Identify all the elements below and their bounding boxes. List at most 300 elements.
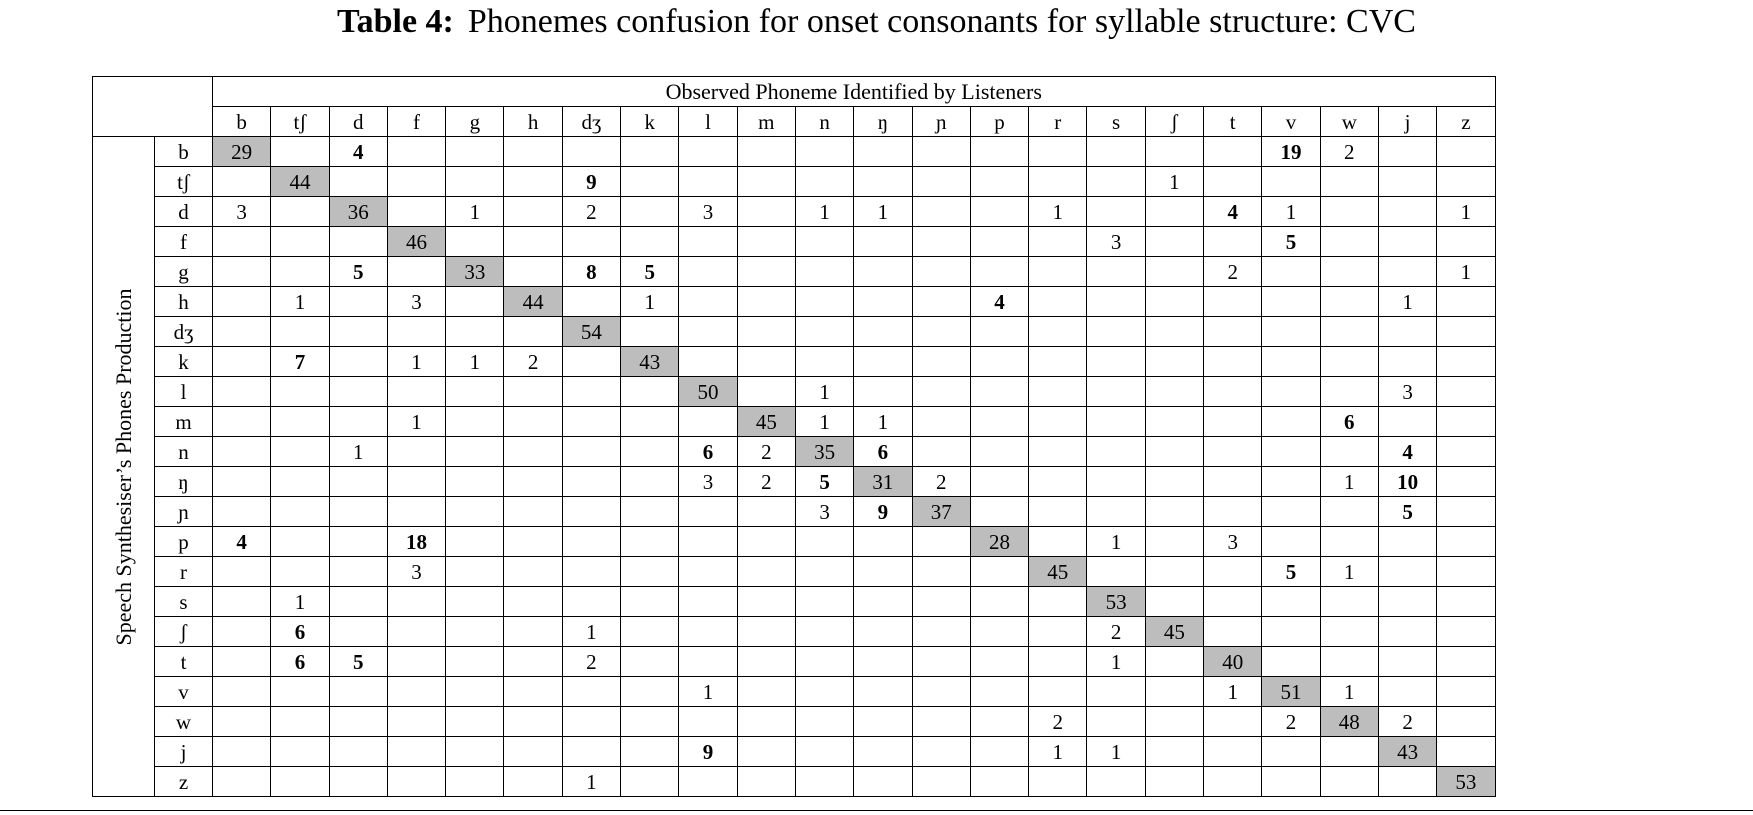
table-row <box>93 767 1496 797</box>
confusion-cell <box>1262 407 1320 437</box>
confusion-cell <box>1029 617 1087 647</box>
confusion-cell <box>1204 347 1262 377</box>
confusion-cell <box>1204 317 1262 347</box>
diagonal-cell: 50 <box>679 377 737 407</box>
confusion-cell: 1 <box>795 407 853 437</box>
confusion-cell <box>1204 497 1262 527</box>
confusion-cell: 4 <box>970 287 1028 317</box>
confusion-cell: 18 <box>387 527 445 557</box>
table-row <box>93 707 1496 737</box>
confusion-cell <box>679 167 737 197</box>
confusion-cell <box>1378 317 1436 347</box>
confusion-cell <box>912 437 970 467</box>
confusion-cell <box>1087 407 1145 437</box>
confusion-cell <box>621 527 679 557</box>
confusion-cell <box>387 257 445 287</box>
confusion-cell: 1 <box>1087 647 1145 677</box>
diagonal-cell: 54 <box>562 317 620 347</box>
row-header-phoneme: p <box>155 527 213 557</box>
confusion-cell <box>387 317 445 347</box>
confusion-cell <box>621 737 679 767</box>
confusion-cell <box>1320 197 1378 227</box>
confusion-cell: 2 <box>1320 137 1378 167</box>
diagonal-cell: 37 <box>912 497 970 527</box>
confusion-cell <box>329 167 387 197</box>
confusion-cell <box>387 677 445 707</box>
confusion-cell <box>737 167 795 197</box>
confusion-cell <box>504 707 562 737</box>
confusion-cell <box>737 707 795 737</box>
row-header-phoneme: g <box>155 257 213 287</box>
confusion-cell <box>446 437 504 467</box>
confusion-cell <box>621 377 679 407</box>
confusion-cell <box>562 287 620 317</box>
confusion-cell <box>329 767 387 797</box>
confusion-cell <box>737 347 795 377</box>
confusion-cell <box>387 167 445 197</box>
confusion-cell <box>737 227 795 257</box>
column-header-phoneme: b <box>213 107 271 137</box>
confusion-cell <box>1087 467 1145 497</box>
confusion-cell <box>446 647 504 677</box>
column-header-phoneme: tʃ <box>271 107 329 137</box>
confusion-cell <box>1437 137 1495 167</box>
confusion-cell <box>329 317 387 347</box>
diagonal-cell: 46 <box>387 227 445 257</box>
column-header-phoneme: r <box>1029 107 1087 137</box>
confusion-cell <box>912 647 970 677</box>
diagonal-cell: 43 <box>1378 737 1436 767</box>
confusion-cell <box>387 467 445 497</box>
confusion-cell <box>271 527 329 557</box>
confusion-cell <box>1320 377 1378 407</box>
confusion-cell <box>1437 647 1495 677</box>
row-header-phoneme: d <box>155 197 213 227</box>
confusion-cell: 5 <box>1262 227 1320 257</box>
confusion-cell <box>621 467 679 497</box>
confusion-cell: 2 <box>562 197 620 227</box>
confusion-cell <box>329 497 387 527</box>
confusion-cell <box>679 227 737 257</box>
confusion-cell: 19 <box>1262 137 1320 167</box>
confusion-cell <box>1087 287 1145 317</box>
confusion-cell: 1 <box>1087 737 1145 767</box>
confusion-cell: 6 <box>271 647 329 677</box>
table-row <box>93 737 1496 767</box>
confusion-cell <box>737 587 795 617</box>
confusion-cell <box>854 527 912 557</box>
confusion-cell <box>562 677 620 707</box>
confusion-cell <box>1437 317 1495 347</box>
confusion-cell <box>737 317 795 347</box>
confusion-cell <box>970 557 1028 587</box>
confusion-cell <box>679 347 737 377</box>
row-header-phoneme: z <box>155 767 213 797</box>
confusion-cell: 1 <box>854 407 912 437</box>
confusion-cell <box>446 287 504 317</box>
confusion-cell: 6 <box>271 617 329 647</box>
confusion-cell <box>504 677 562 707</box>
confusion-cell <box>970 167 1028 197</box>
table-row <box>93 347 1496 377</box>
confusion-cell <box>387 707 445 737</box>
confusion-cell: 1 <box>1087 527 1145 557</box>
confusion-cell <box>1029 287 1087 317</box>
confusion-cell <box>970 707 1028 737</box>
confusion-cell <box>446 677 504 707</box>
confusion-cell <box>970 257 1028 287</box>
confusion-cell <box>387 617 445 647</box>
confusion-cell <box>1029 527 1087 557</box>
confusion-cell <box>271 407 329 437</box>
confusion-cell <box>504 257 562 287</box>
confusion-cell: 3 <box>387 557 445 587</box>
confusion-cell <box>737 197 795 227</box>
confusion-cell <box>795 137 853 167</box>
confusion-cell <box>1087 257 1145 287</box>
confusion-cell <box>1145 377 1203 407</box>
confusion-cell: 1 <box>679 677 737 707</box>
confusion-cell <box>854 617 912 647</box>
confusion-cell <box>1262 767 1320 797</box>
confusion-cell <box>679 647 737 677</box>
confusion-cell <box>1204 137 1262 167</box>
confusion-cell <box>1262 347 1320 377</box>
confusion-cell: 1 <box>446 197 504 227</box>
confusion-cell <box>446 497 504 527</box>
confusion-cell <box>1029 137 1087 167</box>
confusion-cell <box>970 377 1028 407</box>
confusion-cell <box>1145 467 1203 497</box>
confusion-cell <box>1145 677 1203 707</box>
confusion-cell <box>1378 557 1436 587</box>
confusion-cell <box>970 467 1028 497</box>
confusion-cell: 3 <box>1378 377 1436 407</box>
confusion-cell <box>679 617 737 647</box>
confusion-cell <box>329 737 387 767</box>
confusion-cell: 1 <box>562 617 620 647</box>
confusion-cell <box>795 287 853 317</box>
confusion-cell <box>737 137 795 167</box>
confusion-cell: 9 <box>854 497 912 527</box>
column-header-phoneme: s <box>1087 107 1145 137</box>
confusion-cell <box>1204 737 1262 767</box>
confusion-cell: 1 <box>562 767 620 797</box>
confusion-cell <box>1204 407 1262 437</box>
confusion-cell: 3 <box>213 197 271 227</box>
confusion-cell <box>795 227 853 257</box>
confusion-cell <box>1145 227 1203 257</box>
confusion-cell <box>387 377 445 407</box>
confusion-cell: 1 <box>1029 737 1087 767</box>
confusion-cell <box>504 227 562 257</box>
caption-text: Phonemes confusion for onset consonants for syllable structure: CVC <box>467 3 1416 40</box>
confusion-cell: 5 <box>621 257 679 287</box>
confusion-cell <box>446 557 504 587</box>
confusion-cell <box>854 767 912 797</box>
confusion-cell: 9 <box>562 167 620 197</box>
confusion-cell <box>795 677 853 707</box>
confusion-cell <box>795 317 853 347</box>
confusion-cell <box>1087 677 1145 707</box>
confusion-cell <box>1087 437 1145 467</box>
confusion-cell <box>1437 587 1495 617</box>
confusion-cell <box>912 407 970 437</box>
confusion-cell <box>1437 557 1495 587</box>
confusion-cell <box>737 767 795 797</box>
confusion-cell <box>621 317 679 347</box>
bottom-rule <box>0 810 1753 811</box>
confusion-cell <box>912 677 970 707</box>
row-header-phoneme: h <box>155 287 213 317</box>
confusion-cell <box>621 437 679 467</box>
confusion-cell <box>329 527 387 557</box>
confusion-cell <box>329 287 387 317</box>
row-header-phoneme: ʃ <box>155 617 213 647</box>
confusion-cell <box>737 527 795 557</box>
confusion-cell <box>1204 437 1262 467</box>
confusion-cell <box>271 437 329 467</box>
confusion-cell: 2 <box>1262 707 1320 737</box>
confusion-cell <box>271 137 329 167</box>
confusion-cell <box>621 677 679 707</box>
confusion-cell <box>970 227 1028 257</box>
confusion-cell <box>854 377 912 407</box>
confusion-cell <box>1437 407 1495 437</box>
table-row <box>93 437 1496 467</box>
confusion-cell <box>912 587 970 617</box>
confusion-cell <box>912 197 970 227</box>
diagonal-cell: 35 <box>795 437 853 467</box>
confusion-cell <box>213 347 271 377</box>
table-row <box>93 617 1496 647</box>
confusion-cell: 5 <box>329 647 387 677</box>
confusion-cell <box>795 737 853 767</box>
confusion-cell <box>1378 677 1436 707</box>
confusion-cell <box>912 617 970 647</box>
confusion-cell <box>854 287 912 317</box>
confusion-cell <box>679 527 737 557</box>
confusion-cell <box>679 497 737 527</box>
confusion-cell: 4 <box>1204 197 1262 227</box>
confusion-cell <box>271 197 329 227</box>
confusion-cell <box>795 587 853 617</box>
confusion-cell <box>446 317 504 347</box>
confusion-cell <box>854 137 912 167</box>
confusion-cell <box>1262 257 1320 287</box>
confusion-cell <box>387 587 445 617</box>
row-header-phoneme: l <box>155 377 213 407</box>
confusion-table <box>92 76 1496 797</box>
row-header-phoneme: n <box>155 437 213 467</box>
confusion-cell <box>271 377 329 407</box>
diagonal-cell: 53 <box>1437 767 1495 797</box>
confusion-cell <box>1204 617 1262 647</box>
confusion-cell <box>213 167 271 197</box>
row-header-phoneme: j <box>155 737 213 767</box>
confusion-cell <box>329 347 387 377</box>
confusion-cell: 1 <box>1320 557 1378 587</box>
diagonal-cell: 40 <box>1204 647 1262 677</box>
confusion-cell <box>1320 347 1378 377</box>
confusion-cell: 1 <box>271 287 329 317</box>
confusion-cell <box>562 497 620 527</box>
speech-synthesiser-axis-label: Speech Synthesiser’s Phones Production <box>110 287 136 646</box>
table-row <box>93 497 1496 527</box>
row-header-phoneme: ŋ <box>155 467 213 497</box>
confusion-cell <box>213 227 271 257</box>
confusion-cell <box>912 317 970 347</box>
confusion-cell <box>562 227 620 257</box>
confusion-cell <box>1029 167 1087 197</box>
confusion-cell: 2 <box>504 347 562 377</box>
confusion-cell: 2 <box>737 467 795 497</box>
confusion-cell <box>1437 677 1495 707</box>
confusion-cell <box>1087 347 1145 377</box>
confusion-cell <box>854 707 912 737</box>
confusion-cell <box>271 737 329 767</box>
confusion-cell <box>1437 527 1495 557</box>
confusion-cell <box>1437 167 1495 197</box>
confusion-cell <box>504 137 562 167</box>
confusion-cell: 4 <box>1378 437 1436 467</box>
confusion-cell <box>1437 467 1495 497</box>
confusion-cell <box>854 227 912 257</box>
column-header-phoneme: m <box>737 107 795 137</box>
confusion-cell <box>1437 707 1495 737</box>
confusion-cell <box>1087 197 1145 227</box>
confusion-cell <box>213 677 271 707</box>
confusion-cell <box>213 407 271 437</box>
row-header-phoneme: dʒ <box>155 317 213 347</box>
confusion-cell <box>271 257 329 287</box>
row-header-phoneme: k <box>155 347 213 377</box>
confusion-cell <box>1029 647 1087 677</box>
confusion-cell: 2 <box>1029 707 1087 737</box>
confusion-cell <box>1204 587 1262 617</box>
confusion-cell <box>446 167 504 197</box>
confusion-cell <box>504 767 562 797</box>
confusion-cell <box>1145 197 1203 227</box>
confusion-cell <box>1204 707 1262 737</box>
confusion-cell <box>1378 767 1436 797</box>
confusion-cell <box>213 467 271 497</box>
confusion-cell <box>1437 377 1495 407</box>
confusion-cell <box>1029 257 1087 287</box>
confusion-cell <box>329 377 387 407</box>
confusion-cell <box>621 167 679 197</box>
confusion-cell <box>1437 437 1495 467</box>
confusion-cell <box>213 437 271 467</box>
confusion-cell: 5 <box>795 467 853 497</box>
confusion-cell <box>912 227 970 257</box>
confusion-cell <box>562 467 620 497</box>
confusion-cell <box>271 557 329 587</box>
confusion-cell: 1 <box>1204 677 1262 707</box>
diagonal-cell: 29 <box>213 137 271 167</box>
confusion-cell <box>1378 167 1436 197</box>
confusion-cell <box>737 257 795 287</box>
confusion-cell <box>679 557 737 587</box>
confusion-cell <box>1029 317 1087 347</box>
confusion-cell <box>1029 227 1087 257</box>
confusion-cell <box>970 737 1028 767</box>
table-caption <box>0 0 1753 42</box>
confusion-cell <box>1320 287 1378 317</box>
confusion-cell <box>1437 737 1495 767</box>
row-header-phoneme: f <box>155 227 213 257</box>
confusion-cell <box>446 617 504 647</box>
confusion-cell: 9 <box>679 737 737 767</box>
column-header-phoneme: z <box>1437 107 1495 137</box>
confusion-cell <box>213 497 271 527</box>
confusion-cell <box>1262 587 1320 617</box>
table-row <box>93 197 1496 227</box>
table-row <box>93 167 1496 197</box>
confusion-cell <box>1204 767 1262 797</box>
confusion-cell <box>213 707 271 737</box>
confusion-cell: 2 <box>1204 257 1262 287</box>
confusion-cell <box>562 737 620 767</box>
confusion-cell <box>1204 467 1262 497</box>
table-row <box>93 677 1496 707</box>
confusion-cell <box>446 377 504 407</box>
confusion-cell <box>679 257 737 287</box>
column-header-phoneme: g <box>446 107 504 137</box>
column-header-phoneme: ɲ <box>912 107 970 137</box>
confusion-cell <box>1204 167 1262 197</box>
confusion-cell <box>1320 227 1378 257</box>
confusion-cell <box>504 377 562 407</box>
confusion-cell: 3 <box>679 197 737 227</box>
confusion-cell <box>795 767 853 797</box>
confusion-cell <box>387 767 445 797</box>
confusion-cell <box>562 437 620 467</box>
confusion-cell <box>271 467 329 497</box>
confusion-cell: 5 <box>1378 497 1436 527</box>
confusion-cell: 1 <box>387 407 445 437</box>
confusion-cell <box>621 137 679 167</box>
confusion-cell <box>271 497 329 527</box>
confusion-cell <box>912 347 970 377</box>
confusion-cell <box>271 227 329 257</box>
confusion-cell <box>854 347 912 377</box>
confusion-cell <box>1145 527 1203 557</box>
confusion-cell <box>970 197 1028 227</box>
confusion-cell: 6 <box>679 437 737 467</box>
table-row <box>93 407 1496 437</box>
confusion-cell <box>1262 497 1320 527</box>
table-row <box>93 647 1496 677</box>
confusion-cell <box>970 437 1028 467</box>
confusion-cell: 2 <box>1378 707 1436 737</box>
confusion-cell <box>504 317 562 347</box>
confusion-cell <box>562 557 620 587</box>
confusion-cell <box>912 527 970 557</box>
confusion-cell: 2 <box>562 647 620 677</box>
confusion-cell <box>737 737 795 767</box>
confusion-cell <box>1320 647 1378 677</box>
table-row <box>93 287 1496 317</box>
confusion-cell <box>621 617 679 647</box>
confusion-cell <box>970 317 1028 347</box>
confusion-cell: 2 <box>737 437 795 467</box>
confusion-cell <box>1145 647 1203 677</box>
confusion-cell <box>1262 647 1320 677</box>
confusion-cell <box>1029 377 1087 407</box>
confusion-cell: 1 <box>1378 287 1436 317</box>
confusion-cell <box>213 557 271 587</box>
